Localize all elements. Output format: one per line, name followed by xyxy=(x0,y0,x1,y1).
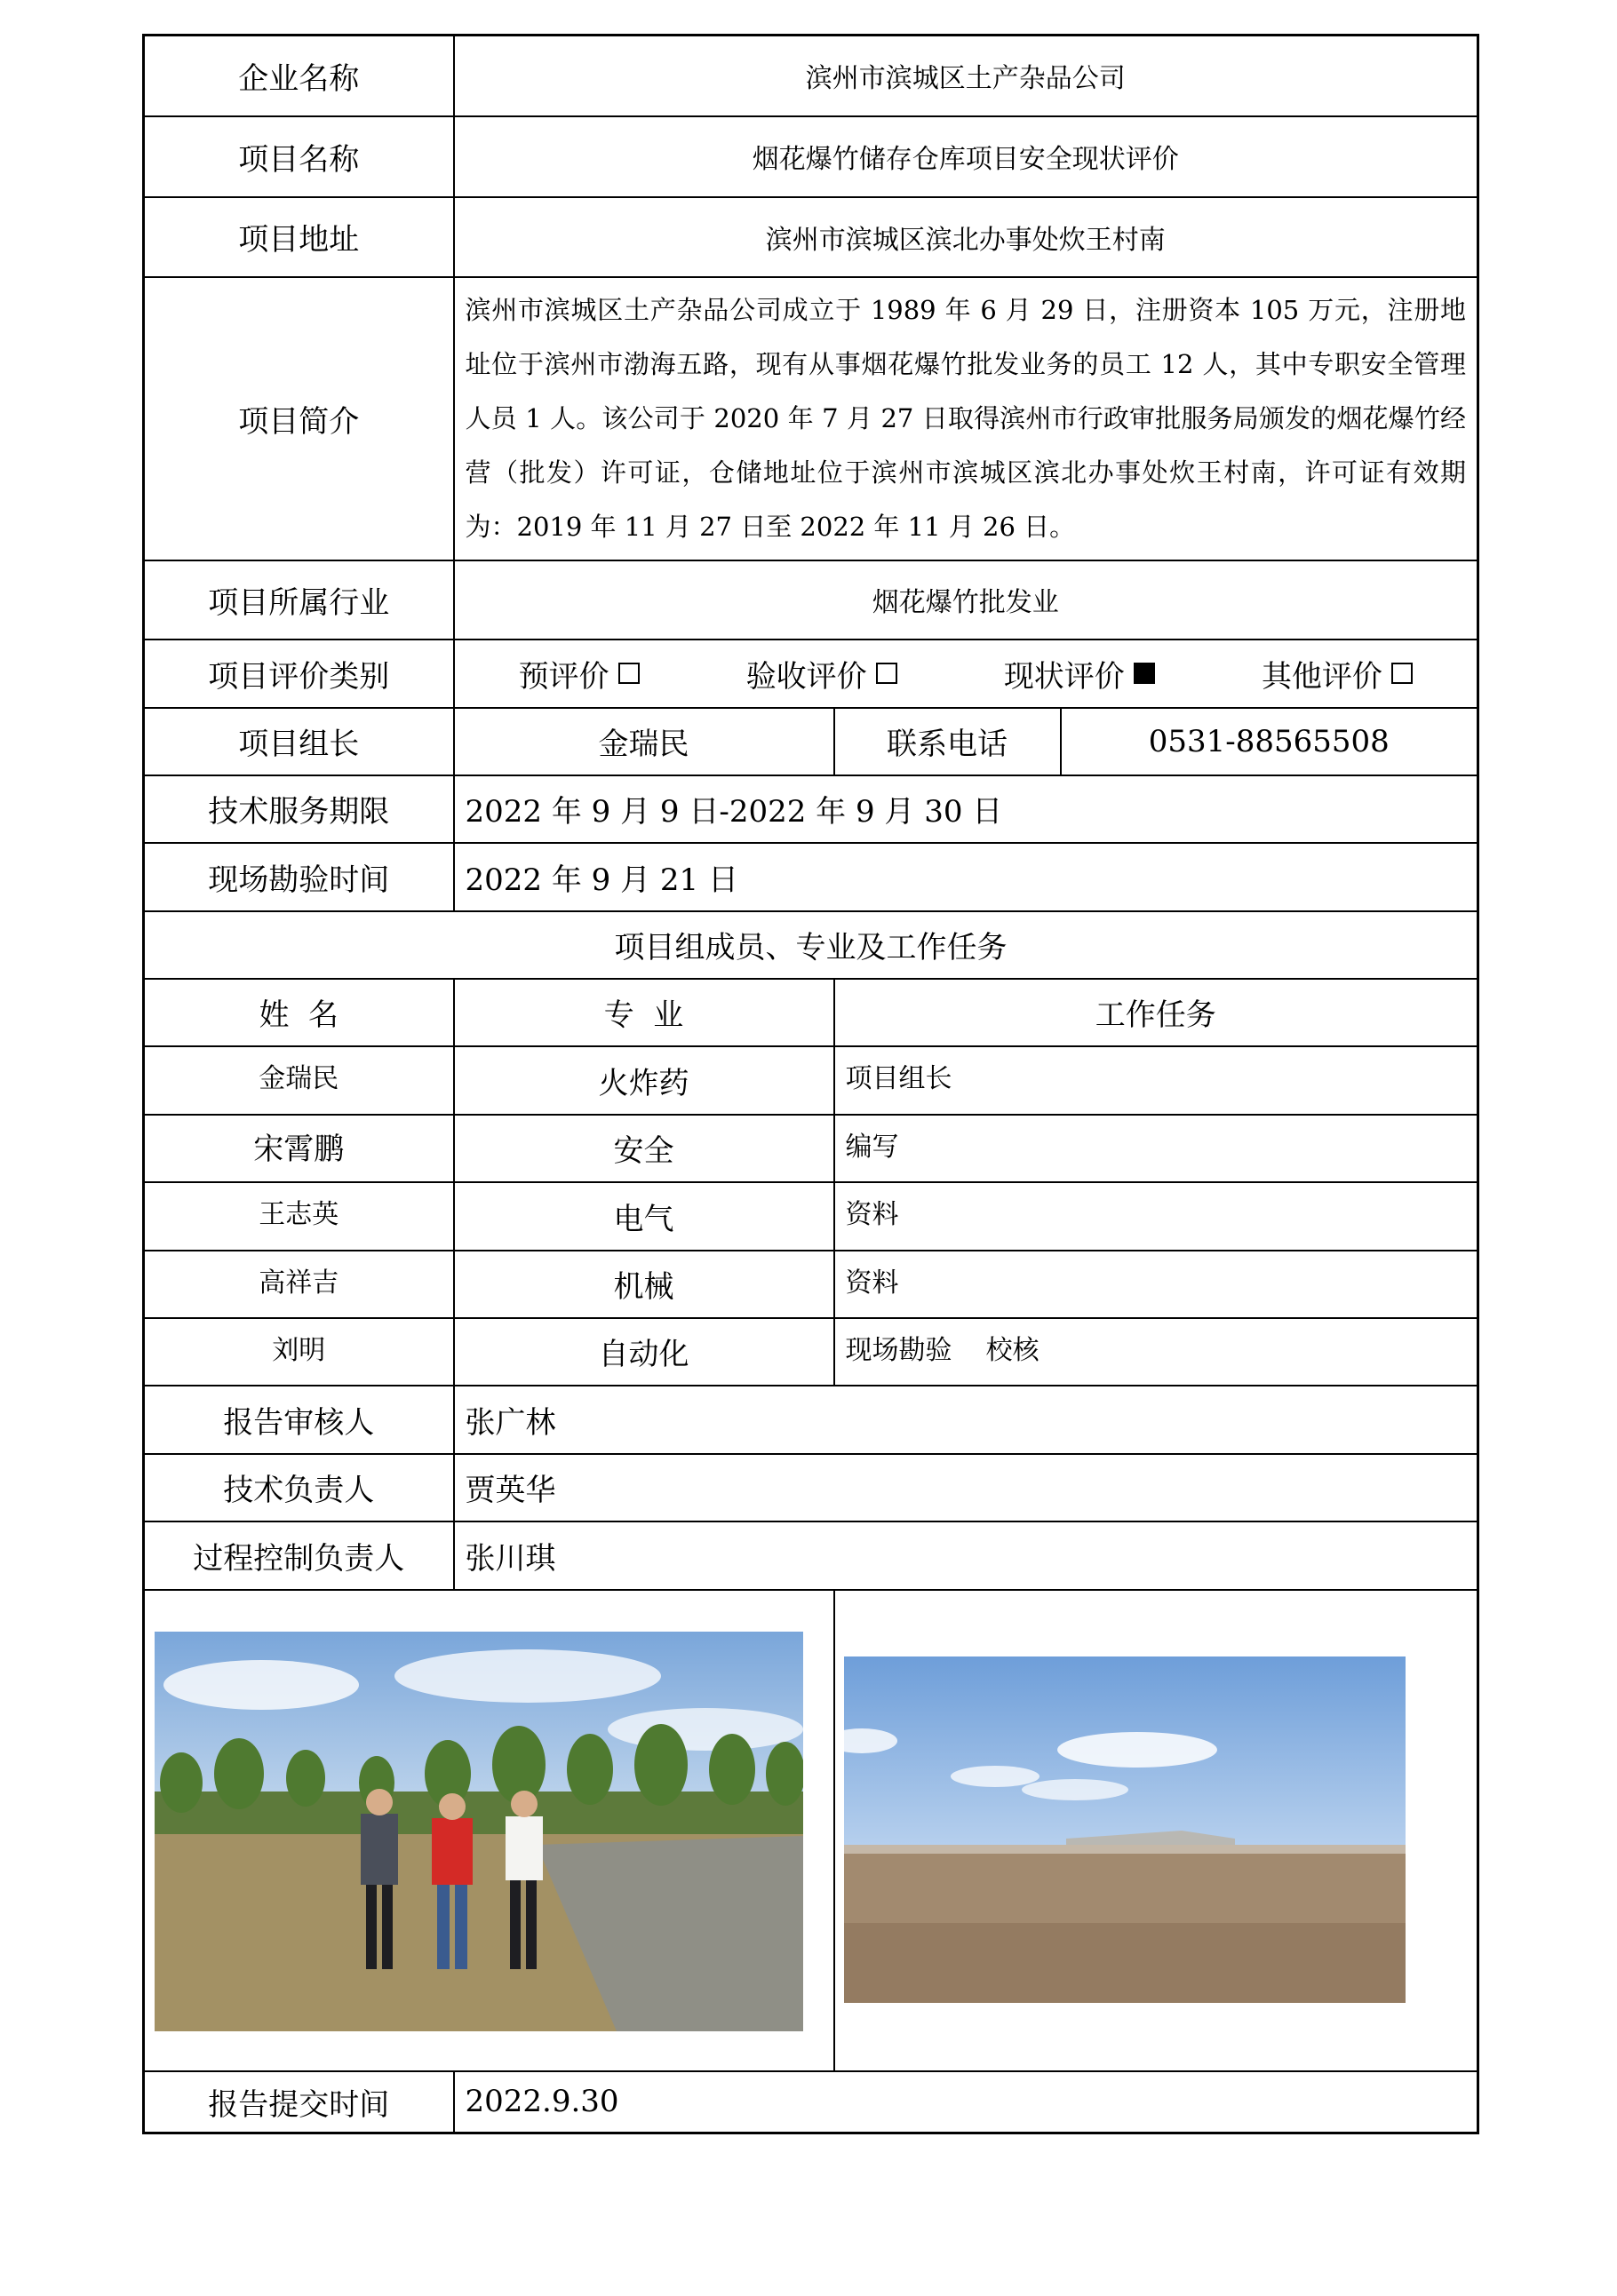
eval-option-acceptance-label: 验收评价 xyxy=(745,658,867,695)
checkbox-icon[interactable] xyxy=(876,663,897,684)
member-row xyxy=(144,1251,1478,1318)
member-row xyxy=(144,1182,1478,1251)
site-team-photo xyxy=(155,1632,803,2031)
photo-cell-left xyxy=(144,1590,834,2071)
member-task: 资料 xyxy=(834,1182,1478,1251)
eval-category-options xyxy=(454,640,1478,708)
member-row xyxy=(144,1046,1478,1115)
photo-cell-right xyxy=(834,1590,1478,2071)
checkbox-icon[interactable] xyxy=(1391,663,1413,684)
industry-label: 项目所属行业 xyxy=(144,560,454,640)
leader-value: 金瑞民 xyxy=(454,708,834,775)
warehouse-site-photo xyxy=(844,1656,1406,2003)
reviewer-label: 报告审核人 xyxy=(144,1386,454,1454)
project-name-label: 项目名称 xyxy=(144,116,454,197)
process-lead-value: 张川琪 xyxy=(454,1521,1478,1590)
industry-value: 烟花爆竹批发业 xyxy=(454,560,1478,640)
service-period-label: 技术服务期限 xyxy=(144,775,454,843)
eval-option-other-label: 其他评价 xyxy=(1261,658,1382,695)
member-major: 机械 xyxy=(454,1251,834,1318)
eval-option-pre[interactable] xyxy=(519,652,640,695)
reviewer-value: 张广林 xyxy=(454,1386,1478,1454)
eval-option-acceptance[interactable] xyxy=(746,652,897,695)
members-section-title: 项目组成员、专业及工作任务 xyxy=(144,911,1478,979)
company-value: 滨州市滨城区土产杂品公司 xyxy=(454,36,1478,116)
eval-option-other[interactable] xyxy=(1262,652,1413,695)
eval-option-pre-label: 预评价 xyxy=(518,658,609,695)
member-major: 火炸药 xyxy=(454,1046,834,1115)
member-name: 宋霄鹏 xyxy=(144,1115,454,1182)
checkbox-icon[interactable] xyxy=(618,663,640,684)
submit-time-label: 报告提交时间 xyxy=(144,2071,454,2133)
company-label: 企业名称 xyxy=(144,36,454,116)
project-address-value: 滨州市滨城区滨北办事处炊王村南 xyxy=(454,197,1478,277)
member-major: 电气 xyxy=(454,1182,834,1251)
tech-lead-label: 技术负责人 xyxy=(144,1454,454,1521)
member-task: 资料 xyxy=(834,1251,1478,1318)
phone-value: 0531-88565508 xyxy=(1061,708,1478,775)
members-header-major: 专 业 xyxy=(454,979,834,1046)
phone-label: 联系电话 xyxy=(834,708,1061,775)
member-task: 编写 xyxy=(834,1115,1478,1182)
tech-lead-value: 贾英华 xyxy=(454,1454,1478,1521)
process-lead-label: 过程控制负责人 xyxy=(144,1521,454,1590)
members-header-name: 姓 名 xyxy=(144,979,454,1046)
leader-label: 项目组长 xyxy=(144,708,454,775)
member-major: 自动化 xyxy=(454,1318,834,1386)
member-row xyxy=(144,1318,1478,1386)
member-row xyxy=(144,1115,1478,1182)
member-name: 刘明 xyxy=(144,1318,454,1386)
checkbox-checked-icon[interactable] xyxy=(1134,663,1155,684)
eval-option-status-label: 现状评价 xyxy=(1003,658,1125,695)
eval-category-label: 项目评价类别 xyxy=(144,640,454,708)
member-task: 项目组长 xyxy=(834,1046,1478,1115)
eval-option-status[interactable] xyxy=(1004,652,1155,695)
member-name: 金瑞民 xyxy=(144,1046,454,1115)
submit-time-value: 2022.9.30 xyxy=(454,2071,1478,2133)
survey-time-label: 现场勘验时间 xyxy=(144,843,454,911)
survey-time-value: 2022 年 9 月 21 日 xyxy=(454,843,1478,911)
member-name: 王志英 xyxy=(144,1182,454,1251)
members-header-task: 工作任务 xyxy=(834,979,1478,1046)
member-task: 现场勘验 校核 xyxy=(834,1318,1478,1386)
project-name-value: 烟花爆竹储存仓库项目安全现状评价 xyxy=(454,116,1478,197)
member-name: 高祥吉 xyxy=(144,1251,454,1318)
evaluation-form-table xyxy=(142,34,1479,2134)
member-major: 安全 xyxy=(454,1115,834,1182)
service-period-value: 2022 年 9 月 9 日-2022 年 9 月 30 日 xyxy=(454,775,1478,843)
project-intro-value: 滨州市滨城区土产杂品公司成立于 1989 年 6 月 29 日，注册资本 105 万元，注册地址位于滨州市渤海五路，现有从事烟花爆竹批发业务的员工 12 人，其中专职安全管理人员 1 人。该公司于 2020 年 7 月 27 日取得滨州市行政审批服务局颁发的烟花爆竹经营（批发）许可证，仓储地址位于滨州市滨城区滨北办事处炊王村南，许可证有效期为：2019 年 11 月 27 日至 2022 年 11 月 26 日。 xyxy=(454,277,1478,560)
project-intro-label: 项目简介 xyxy=(144,277,454,560)
project-address-label: 项目地址 xyxy=(144,197,454,277)
